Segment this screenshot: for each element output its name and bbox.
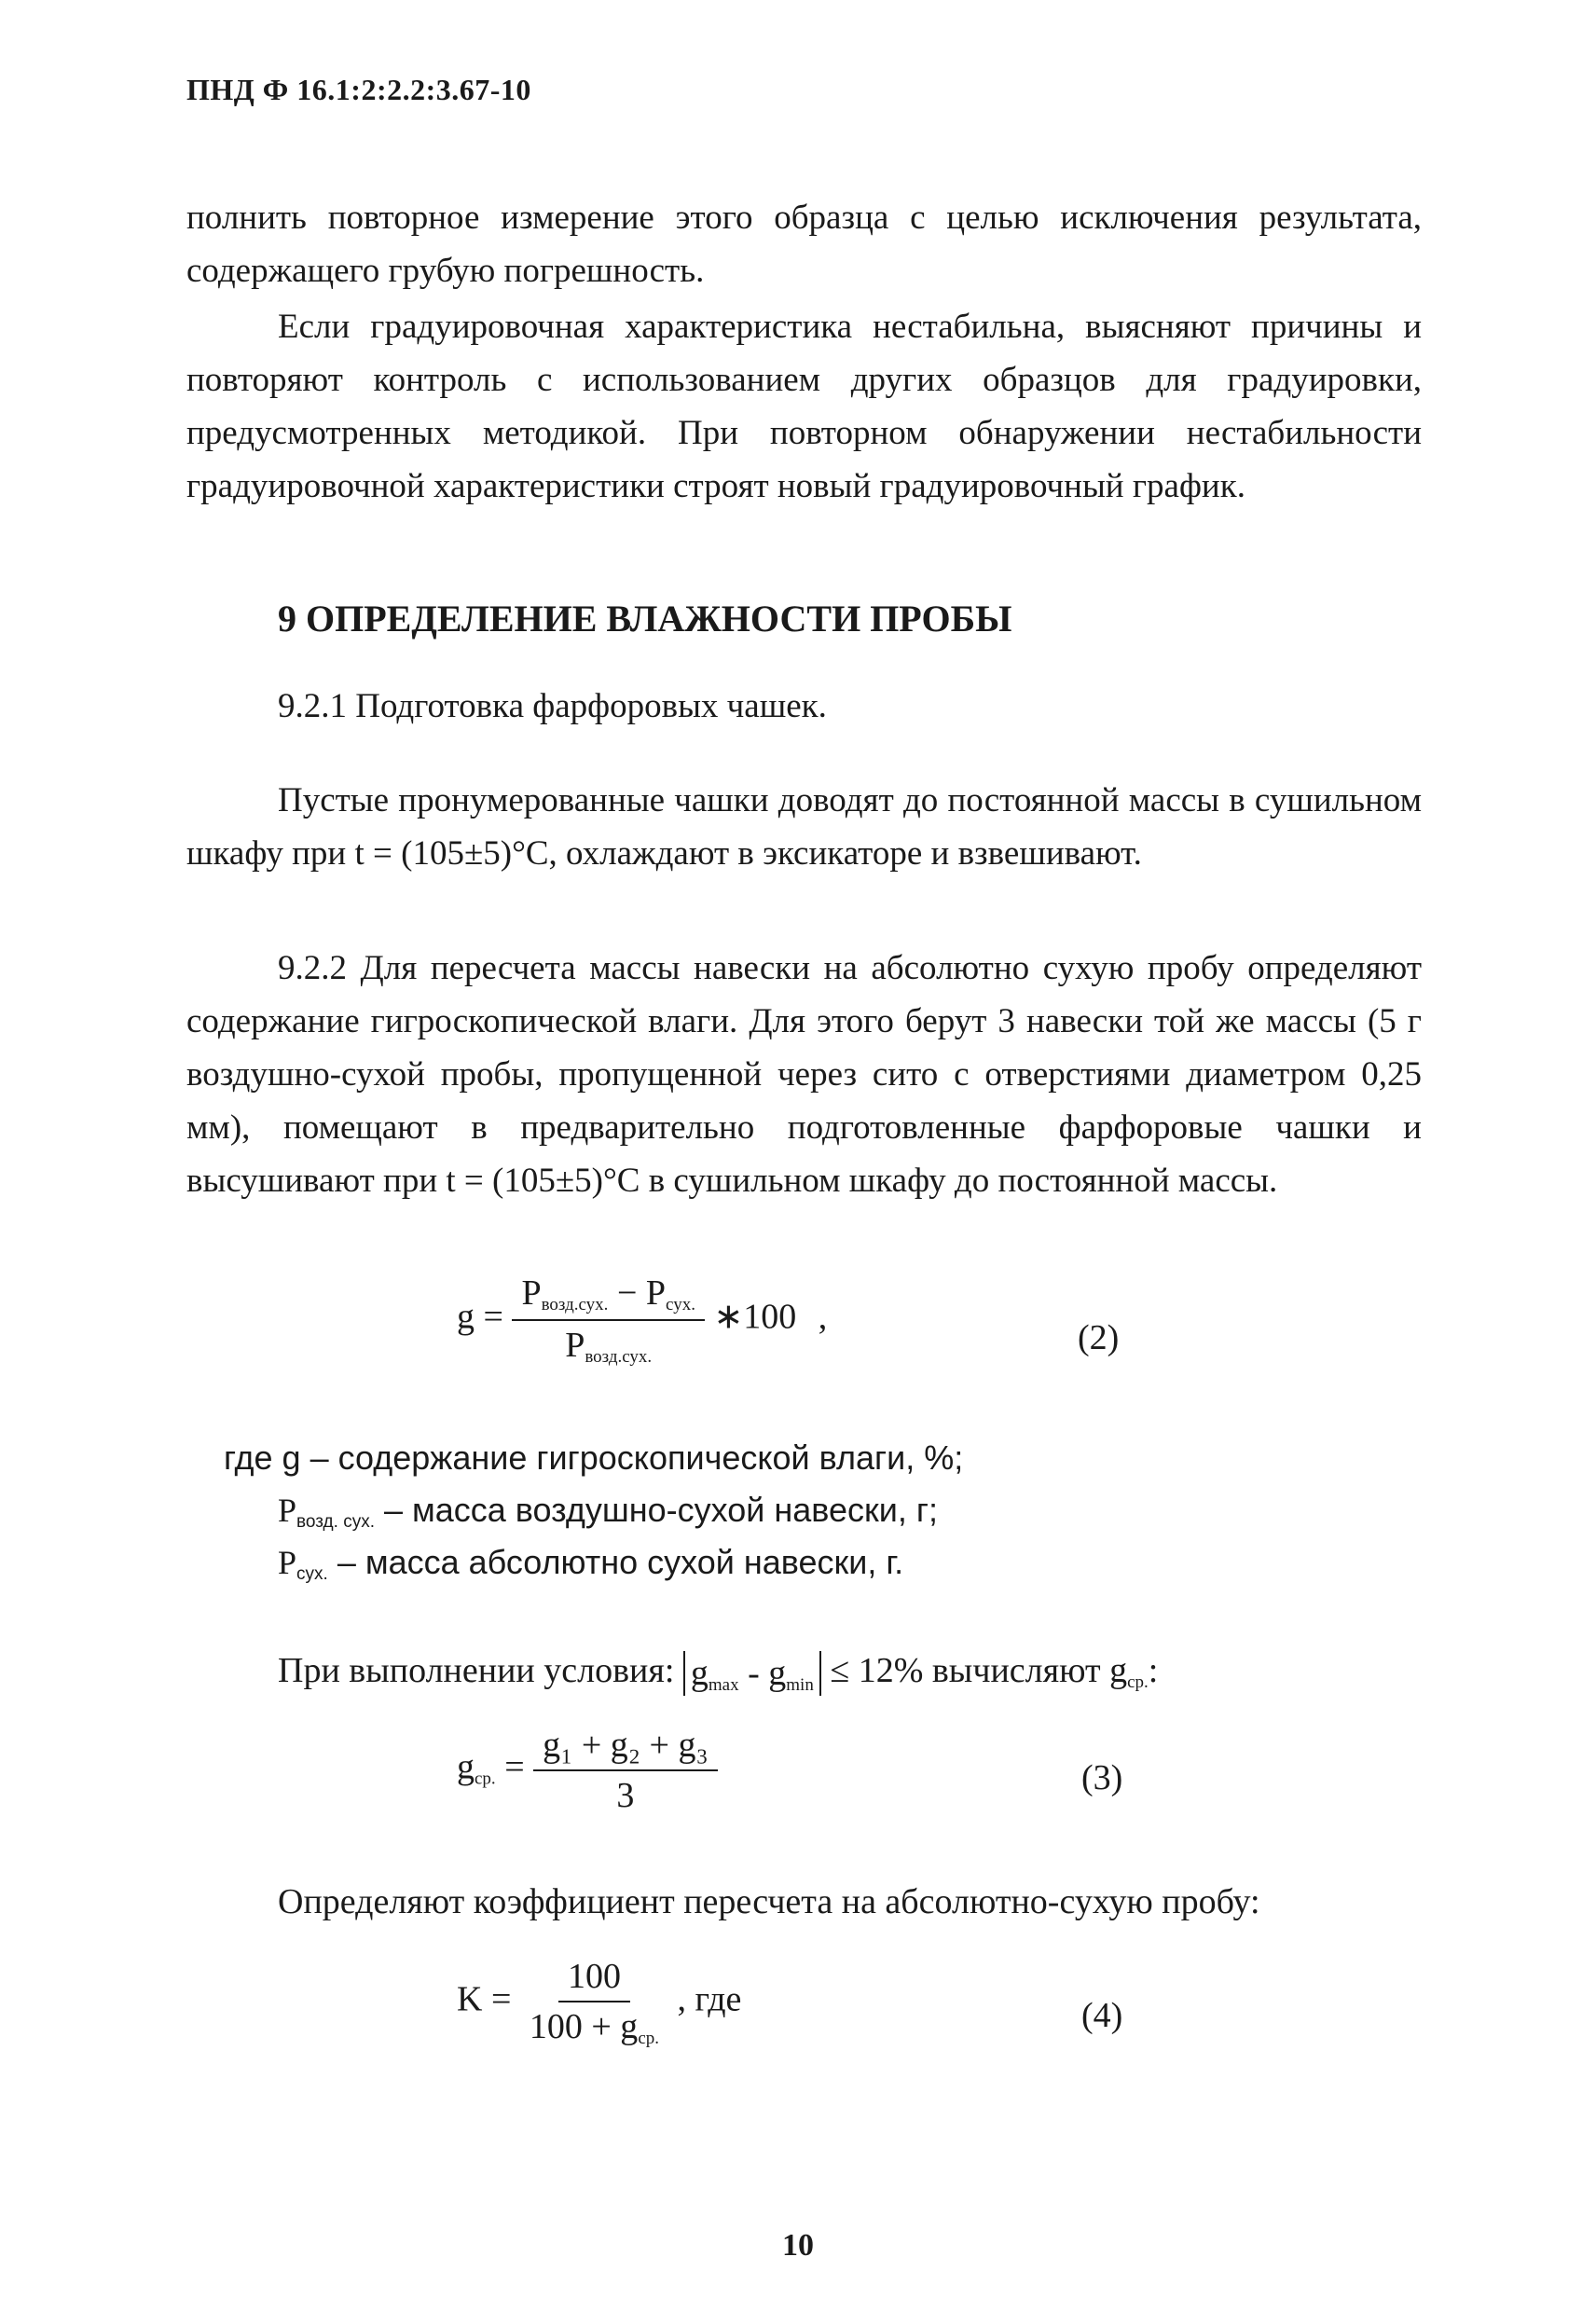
formula-2-comma: , (818, 1297, 828, 1337)
formula-2-num-b: P (645, 1273, 667, 1313)
formula-4-den-sub: ср. (638, 2029, 659, 2048)
formula-2-den: P (565, 1326, 585, 1365)
paragraph-calibration: Если градуировочная характеристика нестабильна, выясняют причины и повторяют контроль с использованием других образцов для градуировки, предусмотренных методикой. При повторном обнаружении нестабильности градуировочной характеристики строят новый градуировочный график. (186, 308, 1422, 505)
formula-4-den: 100 + g (529, 2007, 639, 2046)
g-max: g (690, 1654, 709, 1694)
g-min-sub: min (786, 1675, 814, 1696)
formula-2-tail: ∗100 (713, 1297, 797, 1337)
formula-4-numerator: 100 (558, 1956, 630, 2002)
legend-p-suh (278, 1536, 903, 1601)
formula-2-numerator (512, 1273, 705, 1321)
formula-2-num-a: P (521, 1273, 542, 1313)
formula-3 (457, 1725, 718, 1816)
formula-4-fraction (520, 1956, 668, 2049)
condition-dash: - (738, 1654, 769, 1694)
formula-2-num-a-sub: возд.сух. (541, 1295, 609, 1314)
section-title: 9 ОПРЕДЕЛЕНИЕ ВЛАЖНОСТИ ПРОБЫ (278, 598, 1012, 640)
paragraph-921: Пустые пронумерованные чашки доводят до постоянной массы в сушильном шкафу при t = (105±5)°С, охлаждают в эксикаторе и взвешивают. (186, 781, 1422, 873)
formula-3-fraction (533, 1725, 718, 1816)
formula-2-minus: − (608, 1273, 646, 1313)
formula-3-lhs-sub: ср. (475, 1768, 496, 1789)
condition-abs-value (683, 1651, 821, 1696)
legend-g: где g – содержание гигроскопической влаги, %; (224, 1438, 964, 1477)
equation-number-4: (4) (1081, 1996, 1123, 2035)
condition-prefix: При выполнении условия: (278, 1651, 675, 1690)
formula-3-lhs: g (457, 1747, 475, 1787)
formula-2-num-b-sub: сух. (666, 1295, 695, 1314)
formula-2-lhs: g = (457, 1297, 503, 1337)
formula-4-denominator (520, 2002, 668, 2049)
legend-p-suh-sub: сух. (296, 1564, 328, 1584)
equation-number-2: (2) (1078, 1318, 1120, 1357)
legend-p-vozd-symbol: P (278, 1492, 297, 1529)
page-number: 10 (782, 2228, 814, 2263)
condition-line (278, 1650, 1158, 1696)
document-code: ПНД Ф 16.1:2:2.2:3.67-10 (186, 73, 531, 106)
legend-p-vozd-text: – масса воздушно-сухой навески, г; (374, 1491, 939, 1529)
condition-relation: ≤ 12% вычисляют g (830, 1651, 1128, 1690)
formula-3-eq: = (495, 1747, 525, 1787)
formula-2-fraction (512, 1273, 705, 1368)
g-sr-sub: ср. (1127, 1672, 1149, 1692)
formula-2-den-sub: возд.сух. (585, 1347, 653, 1367)
formula-3-denominator: 3 (616, 1776, 635, 1815)
legend-p-suh-text: – масса абсолютно сухой навески, г. (327, 1543, 904, 1581)
subsection-title-921: 9.2.1 Подготовка фарфоровых чашек. (278, 687, 827, 725)
paragraph-922: 9.2.2 Для пересчета массы навески на абсолютно сухую пробу определяют содержание гигроскопической влаги. Для этого берут 3 навески той же массы (5 г воздушно-сухой пробы, пропущенной через сито с отверстиями диаметром 0,25 мм), помещают в предварительно подготовленные фарфоровые чашки и высушивают при t = (105±5)°С в сушильном шкафу до постоянной массы. (186, 949, 1422, 1200)
legend-p-suh-symbol: P (278, 1544, 297, 1581)
formula-4 (457, 1956, 741, 2049)
equation-number-3: (3) (1081, 1758, 1123, 1797)
coefficient-text: Определяют коэффициент пересчета на абсолютно-сухую пробу: (278, 1882, 1260, 1921)
formula-3-numerator: g₁ + g₂ + g₃ (533, 1725, 718, 1771)
g-max-sub: max (708, 1675, 739, 1696)
formula-4-tail: , где (677, 1979, 742, 2019)
condition-colon: : (1148, 1651, 1159, 1690)
legend-p-vozd-sub: возд. сух. (296, 1512, 375, 1532)
formula-4-lhs: K = (457, 1979, 512, 2019)
g-min: g (768, 1654, 787, 1694)
paragraph-continuation: полнить повторное измерение этого образца с целью исключения результата, содержащего грубую погрешность. (186, 199, 1422, 290)
formula-2-denominator (556, 1321, 661, 1368)
formula-2 (457, 1273, 827, 1368)
